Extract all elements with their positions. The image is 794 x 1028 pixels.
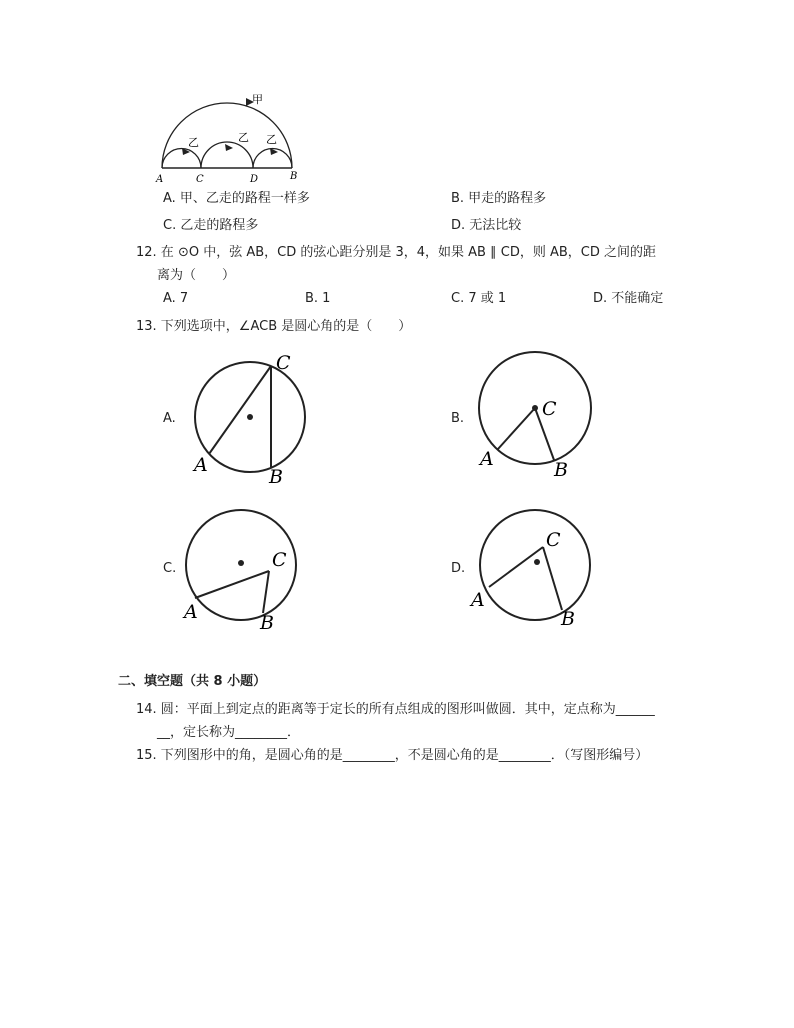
q11-option-a: A. 甲、乙走的路程一样多: [163, 191, 310, 206]
point-c-label: C: [276, 352, 291, 374]
q12-option-b: B. 1: [305, 291, 331, 306]
q14-line2: __，定长称为________．: [157, 725, 301, 740]
q12-option-c: C. 7 或 1: [451, 291, 507, 306]
arc-yi-1: [162, 149, 201, 169]
radius-ca: [498, 408, 535, 449]
q13-figure-d: [467, 505, 617, 640]
q13-stem: 13. 下列选项中，∠ACB 是圆心角的是（ ）: [136, 319, 412, 334]
point-a-label: A: [194, 454, 208, 476]
q13-figure-b: [470, 350, 620, 490]
q13-option-c-label: C.: [163, 561, 177, 576]
chord-cb: [263, 571, 269, 613]
center-dot: [238, 560, 244, 566]
center-dot: [247, 414, 253, 420]
q11-option-b: B. 甲走的路程多: [451, 191, 547, 206]
q13-figure-c: [175, 505, 325, 640]
label-yi-3: 乙: [266, 133, 277, 146]
point-b-label: B: [269, 466, 283, 488]
q12-stem-line2: 离为（ ）: [157, 268, 236, 283]
point-c-label: C: [272, 549, 287, 571]
chord-ca: [195, 571, 269, 598]
q13-option-d-label: D.: [451, 561, 466, 576]
q11-option-d: D. 无法比较: [451, 218, 522, 233]
point-b-label: B: [260, 612, 274, 634]
q13-option-a-label: A.: [163, 411, 176, 426]
q11-path-figure: [150, 88, 310, 186]
label-yi-1: 乙: [188, 136, 199, 149]
point-c-label: C: [542, 398, 557, 420]
q12-option-d: D. 不能确定: [593, 291, 664, 306]
q12-stem-line1: 12. 在 ⊙O 中，弦 AB，CD 的弦心距分别是 3，4，如果 AB ∥ CD，则 AB，CD 之间的距: [136, 245, 656, 260]
point-a-label: A: [184, 601, 198, 623]
q15-line1: 15. 下列图形中的角，是圆心角的是________，不是圆心角的是________．（写图形编号）: [136, 748, 649, 763]
point-a-label: A: [156, 174, 164, 185]
arrow-yi-2-icon: [225, 144, 233, 151]
q12-option-a: A. 7: [163, 291, 189, 306]
point-b-label: B: [290, 171, 298, 182]
circle: [480, 510, 590, 620]
point-d-label: D: [250, 174, 259, 185]
label-yi-2: 乙: [238, 131, 249, 144]
point-c-label: C: [196, 174, 204, 185]
point-c-label: C: [546, 529, 561, 551]
point-b-label: B: [554, 459, 568, 481]
point-a-label: A: [471, 589, 485, 611]
q13-option-b-label: B.: [451, 411, 465, 426]
point-b-label: B: [561, 608, 575, 630]
chord-ca: [209, 366, 271, 454]
center-dot: [534, 559, 540, 565]
section-title-fill-blank: 二、填空题（共 8 小题）: [118, 674, 267, 689]
chord-ca: [489, 547, 543, 587]
q11-option-c: C. 乙走的路程多: [163, 218, 259, 233]
q13-figure-a: [180, 350, 330, 490]
label-jia: 甲: [252, 93, 263, 106]
point-a-label: A: [480, 448, 494, 470]
q14-line1: 14. 圆：平面上到定点的距离等于定长的所有点组成的图形叫做圆．其中，定点称为______: [136, 702, 655, 717]
chord-cb: [543, 547, 562, 610]
